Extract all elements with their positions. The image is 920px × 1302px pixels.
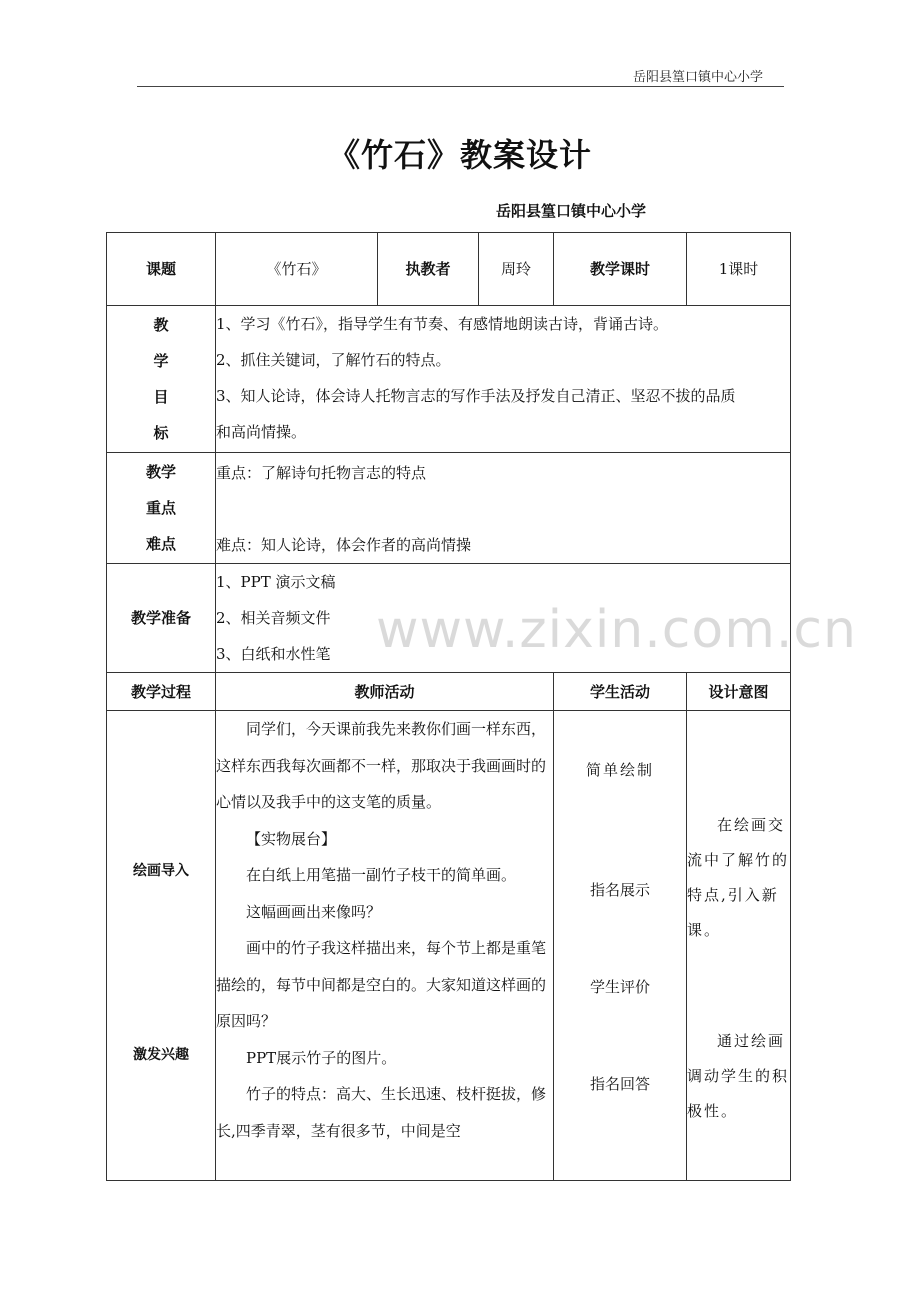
objectives-label-char: 目	[153, 388, 169, 406]
keypoints-label	[107, 453, 216, 564]
teacher-paragraph: 这幅画画出来像吗？	[246, 902, 382, 921]
topic-value: 《竹石》	[216, 233, 378, 306]
student-activity-content	[554, 711, 687, 1181]
student-activity-item: 学生评价	[589, 978, 650, 996]
preparation-item: 3、白纸和水性笔	[216, 645, 331, 663]
objectives-label	[107, 306, 216, 453]
teacher-paragraph: 竹子的特点：高大、生长迅速、枝杆挺拔，修长,四季青翠，茎有很多节，中间是空	[216, 1085, 547, 1140]
objectives-label-char: 学	[153, 352, 169, 370]
focus-text: 重点：了解诗句托物言志的特点	[216, 464, 427, 482]
teacher-activity-content	[216, 711, 554, 1181]
process-row	[107, 711, 791, 1181]
objective-item: 2、抓住关键词，了解竹石的特点。	[216, 351, 451, 369]
objectives-label-char: 教	[153, 316, 169, 334]
difficulty-text: 难点：知人论诗，体会作者的高尚情操	[216, 536, 472, 554]
design-intent-text: 在绘画交流中了解竹的特点,引入新课。	[687, 816, 790, 939]
teacher-paragraph: PPT展示竹子的图片。	[246, 1048, 397, 1067]
keypoints-label-line: 教学	[145, 463, 176, 481]
hours-value: 1课时	[687, 233, 791, 306]
teacher-paragraph: 【实物展台】	[246, 829, 337, 848]
teacher-paragraph: 画中的竹子我这样描出来，每个节上都是重笔描绘的，每节中间都是空白的。大家知道这样画的原因吗？	[216, 939, 547, 1030]
design-intent-header: 设计意图	[687, 673, 791, 711]
keypoints-content	[216, 453, 791, 564]
objective-item: 3、知人论诗，体会诗人托物言志的写作手法及抒发自己清正、坚忍不拔的品质	[216, 387, 736, 405]
teacher-value: 周玲	[479, 233, 554, 306]
keypoints-row	[107, 453, 791, 564]
student-activity-header: 学生活动	[554, 673, 687, 711]
design-intent-content	[687, 711, 791, 1181]
objectives-label-char: 标	[153, 424, 169, 442]
student-activity-item: 简单绘制	[585, 761, 654, 779]
keypoints-label-line: 重点	[145, 499, 176, 517]
objectives-content	[216, 306, 791, 453]
objective-item: 和高尚情操。	[216, 423, 307, 441]
process-header: 教学过程	[107, 673, 216, 711]
preparation-item: 1、PPT 演示文稿	[216, 573, 336, 591]
teacher-label: 执教者	[378, 233, 479, 306]
objectives-row	[107, 306, 791, 453]
teacher-paragraph: 在白纸上用笔描一副竹子枝干的简单画。	[246, 866, 517, 884]
info-row	[107, 233, 791, 306]
preparation-label: 教学准备	[107, 564, 216, 673]
document-subtitle: 岳阳县篁口镇中心小学	[496, 202, 647, 220]
lesson-plan-table	[106, 232, 791, 1181]
process-stages	[107, 711, 216, 1181]
teacher-activity-header: 教师活动	[216, 673, 554, 711]
hours-label: 教学课时	[554, 233, 687, 306]
watermark: www.zixin.com.cn	[376, 600, 857, 660]
process-header-row	[107, 673, 791, 711]
keypoints-label-line: 难点	[145, 535, 176, 553]
preparation-item: 2、相关音频文件	[216, 609, 331, 627]
student-activity-item: 指名展示	[589, 881, 650, 899]
objective-item: 1、学习《竹石》，指导学生有节奏、有感情地朗读古诗，背诵古诗。	[216, 315, 669, 333]
header-school-name: 岳阳县篁口镇中心小学	[632, 70, 763, 85]
stage-spark-interest: 激发兴趣	[133, 1047, 189, 1063]
teacher-paragraph: 同学们，今天课前我先来教你们画一样东西，这样东西我每次画都不一样，那取决于我画画时的心情以及我手中的这支笔的质量。	[216, 720, 547, 811]
topic-label: 课题	[107, 233, 216, 306]
header-rule	[137, 86, 784, 87]
stage-drawing-intro: 绘画导入	[133, 863, 189, 879]
student-activity-item: 指名回答	[589, 1075, 650, 1093]
design-intent-text: 通过绘画调动学生的积极性。	[687, 1032, 790, 1120]
document-title: 《竹石》教案设计	[327, 136, 592, 174]
